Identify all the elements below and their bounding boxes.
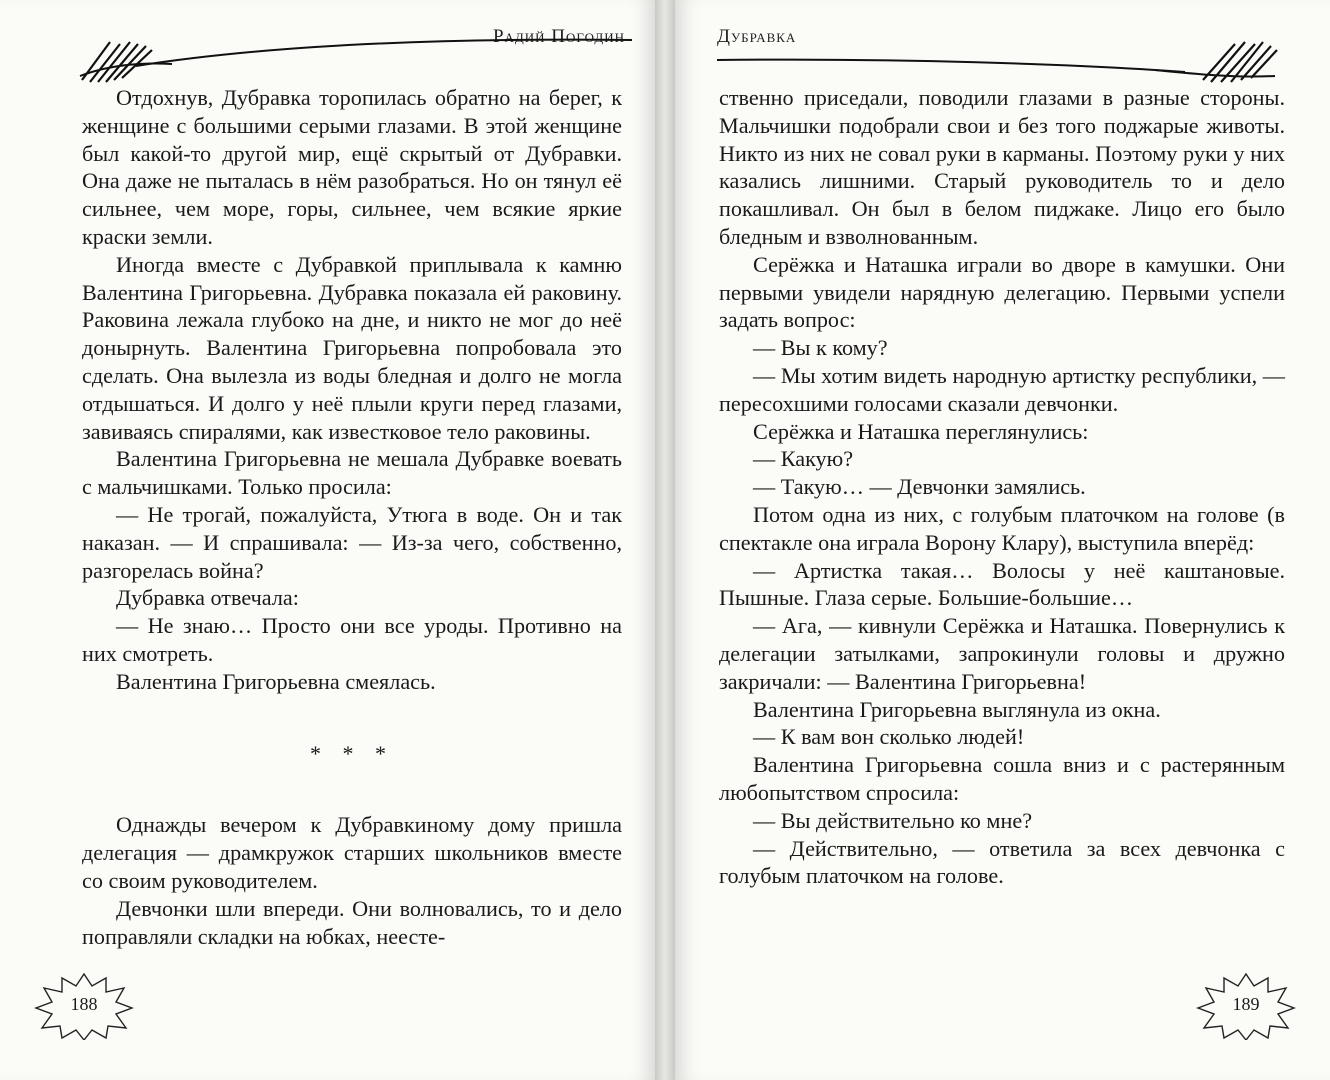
left-page-text: [82, 84, 622, 950]
page-number-badge: [34, 970, 134, 1040]
running-head-author: Радий Погодин: [492, 26, 625, 47]
paragraph: Серёжка и Наташка переглянулись:: [753, 418, 1089, 444]
paragraph: Однажды вечером к Дубравкиному дому пришла делегация — драмкружок старших школьников вместе со своим руководителем.: [82, 812, 622, 893]
paragraph: Дубравка отвечала:: [116, 585, 299, 611]
scribble-ornament-icon: [76, 36, 636, 86]
running-head-title: Дубравка: [717, 26, 797, 47]
scribble-ornament-icon: [715, 36, 1285, 86]
paragraph: — Вы действительно ко мне?: [753, 807, 1033, 833]
paragraph: Валентина Григорьевна сошла вниз и с растерянным любопытством спросила:: [719, 752, 1285, 805]
paragraph: Валентина Григорьевна выглянула из окна.: [753, 696, 1161, 722]
paragraph: — Вы к кому?: [753, 335, 888, 361]
book-gutter: [655, 0, 675, 1080]
paragraph: — Действительно, — ответила за всех девчонка с голубым платочком на голове.: [719, 835, 1285, 889]
paragraph: Серёжка и Наташка играли во дворе в камушки. Они первыми увидели нарядную делегацию. Первыми успели задать вопрос:: [719, 251, 1285, 333]
paragraph: Отдохнув, Дубравка торопилась обратно на берег, к женщине с большими серыми глазами. В этой женщине был какой-то другой мир, ещё скрытый от Дубравки. Она даже не пыталась в нём разобраться. Но он тянул её сильнее, чем море, горы, сильнее, чем всякие яркие краски земли.: [82, 85, 622, 249]
paragraph: Девчонки шли впереди. Они волновались, то и дело поправляли складки на юбках, неесте-: [82, 895, 622, 949]
paragraph: Иногда вместе с Дубравкой приплывала к камню Валентина Григорьевна. Дубравка показала ей раковину. Раковина лежала глубоко на дне, и никто не мог до неё донырнуть. Валентина Григорьевна попробовала это сделать. Она вылезла из воды бледная и долго не могла отдышаться. И долго у неё плыли круги перед глазами, завиваясь спиралями, как известковое тело раковины.: [82, 251, 622, 444]
paragraph: Валентина Григорьевна не мешала Дубравке воевать с мальчишками. Только просила:: [82, 446, 622, 500]
paragraph: — Ага, — кивнули Серёжка и Наташка. Повернулись к делегации затылками, запрокинули головы и дружно закричали: — Валентина Григорьевна!: [719, 613, 1285, 694]
right-page-text: [719, 84, 1285, 890]
paragraph: — Мы хотим видеть народную артистку республики, — пересохшими голосами сказали девчонки.: [719, 362, 1285, 416]
section-separator: * * *: [310, 740, 394, 766]
paragraph: Потом одна из них, с голубым платочком на голове (в спектакле она играла Ворону Клару), выступила вперёд:: [719, 501, 1285, 555]
paragraph: — Какую?: [753, 446, 854, 472]
left-page: [0, 0, 655, 1080]
paragraph: — Такую… — Девчонки замялись.: [753, 474, 1086, 500]
right-page: [675, 0, 1330, 1080]
paragraph: Валентина Григорьевна смеялась.: [116, 668, 436, 694]
paragraph: — Артистка такая… Волосы у неё каштановые. Пышные. Глаза серые. Большие-большие…: [719, 557, 1285, 611]
paragraph: — Не знаю… Просто они все уроды. Противно на них смотреть.: [82, 613, 622, 666]
paragraph: — Не трогай, пожалуйста, Утюга в воде. Он и так наказан. — И спрашивала: — Из-за чего, собственно, разгорелась война?: [82, 501, 622, 583]
paragraph: ственно приседали, поводили глазами в разные стороны. Мальчишки подобрали свои и без того поджарые животы. Никто из них не совал руки в карманы. Поэтому руки у них казались лишними. Старый руководитель то и дело покашливал. Он был в белом пиджаке. Лицо его было бледным и взволнованным.: [719, 85, 1285, 249]
page-number: 189: [1232, 994, 1260, 1014]
paragraph: — К вам вон сколько людей!: [753, 724, 1025, 750]
page-number-badge: [1196, 970, 1296, 1040]
page-number: 188: [70, 994, 98, 1014]
